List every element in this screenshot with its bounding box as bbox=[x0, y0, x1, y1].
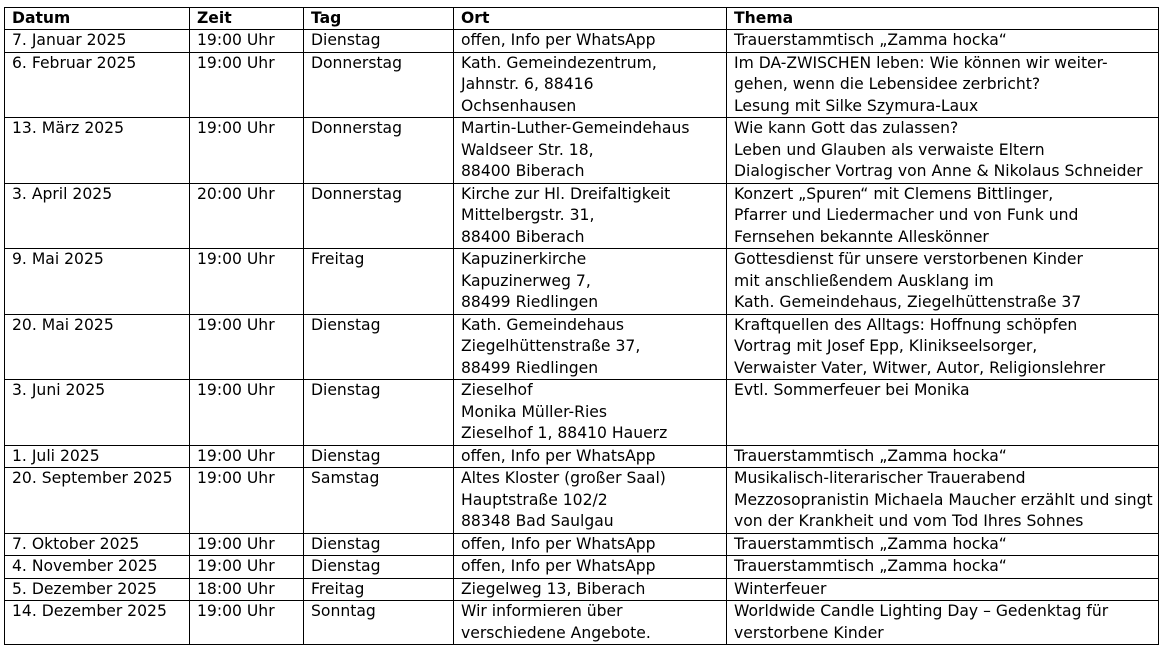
location-line: 88348 Bad Saulgau bbox=[461, 512, 614, 530]
topic-line: Im DA-ZWISCHEN leben: Wie können wir weiter- bbox=[734, 53, 1108, 72]
time-cell: 20:00 Uhr bbox=[190, 183, 304, 249]
date-cell: 4. November 2025 bbox=[5, 556, 190, 579]
location-line: Kapuzinerkirche bbox=[461, 250, 587, 268]
table-row bbox=[5, 533, 1159, 556]
weekday-cell: Donnerstag bbox=[304, 52, 454, 118]
date-cell: 14. Dezember 2025 bbox=[5, 601, 190, 645]
table-row bbox=[5, 445, 1159, 468]
location-cell bbox=[454, 52, 727, 118]
location-line: offen, Info per WhatsApp bbox=[461, 534, 656, 553]
location-line: offen, Info per WhatsApp bbox=[461, 557, 656, 575]
time-cell: 19:00 Uhr bbox=[190, 30, 304, 53]
date-cell: 6. Februar 2025 bbox=[5, 52, 190, 118]
location-line: Ziegelhüttenstraße 37, bbox=[461, 337, 641, 355]
location-line: Ochsenhausen bbox=[461, 96, 577, 115]
table-row bbox=[5, 380, 1159, 446]
topic-line: Dialogischer Vortrag von Anne & Nikolaus Schneider bbox=[734, 162, 1143, 180]
topic-cell bbox=[727, 52, 1159, 118]
topic-line: mit anschließendem Ausklang im bbox=[734, 271, 994, 290]
location-line: Monika Müller-Ries bbox=[461, 402, 608, 421]
topic-line: Vortrag mit Josef Epp, Klinikseelsorger, bbox=[734, 337, 1038, 355]
time-cell: 19:00 Uhr bbox=[190, 249, 304, 315]
topic-line: Evtl. Sommerfeuer bei Monika bbox=[734, 381, 970, 399]
table-row bbox=[5, 249, 1159, 315]
weekday-cell: Sonntag bbox=[304, 601, 454, 645]
topic-cell bbox=[727, 380, 1159, 446]
topic-line: verstorbene Kinder bbox=[734, 623, 884, 642]
location-line: Wir informieren über bbox=[461, 602, 623, 620]
time-cell: 19:00 Uhr bbox=[190, 556, 304, 579]
time-cell: 19:00 Uhr bbox=[190, 380, 304, 446]
topic-cell bbox=[727, 601, 1159, 645]
date-cell: 3. Juni 2025 bbox=[5, 380, 190, 446]
topic-cell bbox=[727, 30, 1159, 53]
table-row bbox=[5, 314, 1159, 380]
table-row bbox=[5, 183, 1159, 249]
table-header bbox=[5, 8, 1159, 30]
location-cell bbox=[454, 30, 727, 53]
topic-cell bbox=[727, 249, 1159, 315]
location-cell bbox=[454, 578, 727, 601]
location-cell bbox=[454, 314, 727, 380]
topic-line: Trauerstammtisch „Zamma hocka“ bbox=[734, 534, 1007, 553]
location-line: Jahnstr. 6, 88416 bbox=[461, 75, 594, 93]
topic-cell bbox=[727, 183, 1159, 249]
topic-line: Leben und Glauben als verwaiste Eltern bbox=[734, 140, 1045, 159]
table-row bbox=[5, 30, 1159, 53]
event-schedule-table bbox=[4, 7, 1159, 645]
date-cell: 1. Juli 2025 bbox=[5, 445, 190, 468]
date-cell: 9. Mai 2025 bbox=[5, 249, 190, 315]
weekday-cell: Dienstag bbox=[304, 30, 454, 53]
weekday-cell: Donnerstag bbox=[304, 118, 454, 184]
topic-line: von der Krankheit und vom Tod Ihres Sohnes bbox=[734, 512, 1084, 530]
header-row bbox=[5, 8, 1159, 30]
weekday-cell: Dienstag bbox=[304, 445, 454, 468]
location-line: Zieselhof 1, 88410 Hauerz bbox=[461, 424, 668, 442]
time-cell: 19:00 Uhr bbox=[190, 52, 304, 118]
location-line: Kath. Gemeindezentrum, bbox=[461, 53, 657, 72]
topic-cell bbox=[727, 445, 1159, 468]
location-cell bbox=[454, 118, 727, 184]
location-line: offen, Info per WhatsApp bbox=[461, 31, 656, 49]
topic-line: gehen, wenn die Lebensidee zerbricht? bbox=[734, 75, 1041, 93]
topic-line: Fernsehen bekannte Alleskönner bbox=[734, 227, 989, 246]
topic-cell bbox=[727, 468, 1159, 534]
location-line: 88499 Riedlingen bbox=[461, 293, 599, 311]
weekday-cell: Dienstag bbox=[304, 556, 454, 579]
location-line: 88400 Biberach bbox=[461, 162, 585, 180]
date-cell: 20. Mai 2025 bbox=[5, 314, 190, 380]
topic-cell bbox=[727, 578, 1159, 601]
location-cell bbox=[454, 601, 727, 645]
weekday-cell: Freitag bbox=[304, 249, 454, 315]
location-line: Martin-Luther-Gemeindehaus bbox=[461, 119, 690, 137]
location-cell bbox=[454, 183, 727, 249]
location-line: Kirche zur Hl. Dreifaltigkeit bbox=[461, 184, 671, 203]
topic-line: Gottesdienst für unsere verstorbenen Kinder bbox=[734, 250, 1083, 268]
topic-line: Worldwide Candle Lighting Day – Gedenktag für bbox=[734, 602, 1109, 620]
location-cell bbox=[454, 556, 727, 579]
location-line: Waldseer Str. 18, bbox=[461, 140, 594, 159]
table-body bbox=[5, 30, 1159, 645]
time-cell: 19:00 Uhr bbox=[190, 118, 304, 184]
time-cell: 19:00 Uhr bbox=[190, 468, 304, 534]
location-line: Kath. Gemeindehaus bbox=[461, 315, 625, 334]
date-cell: 7. Januar 2025 bbox=[5, 30, 190, 53]
time-cell: 19:00 Uhr bbox=[190, 533, 304, 556]
topic-line: Winterfeuer bbox=[734, 579, 827, 598]
table-row bbox=[5, 118, 1159, 184]
column-header-datum: Datum bbox=[5, 8, 190, 30]
table-row bbox=[5, 556, 1159, 579]
location-line: verschiedene Angebote. bbox=[461, 623, 651, 642]
location-cell bbox=[454, 533, 727, 556]
column-header-thema: Thema bbox=[727, 8, 1159, 30]
location-cell bbox=[454, 249, 727, 315]
date-cell: 13. März 2025 bbox=[5, 118, 190, 184]
table-row bbox=[5, 52, 1159, 118]
topic-line: Musikalisch-literarischer Trauerabend bbox=[734, 469, 1026, 487]
topic-line: Kraftquellen des Alltags: Hoffnung schöpfen bbox=[734, 315, 1078, 334]
weekday-cell: Dienstag bbox=[304, 314, 454, 380]
table-row bbox=[5, 578, 1159, 601]
topic-line: Trauerstammtisch „Zamma hocka“ bbox=[734, 31, 1007, 49]
topic-line: Kath. Gemeindehaus, Ziegelhüttenstraße 37 bbox=[734, 293, 1082, 311]
location-line: Kapuzinerweg 7, bbox=[461, 271, 591, 290]
location-line: Zieselhof bbox=[461, 381, 533, 399]
weekday-cell: Dienstag bbox=[304, 380, 454, 446]
location-line: Mittelbergstr. 31, bbox=[461, 206, 595, 224]
location-line: 88400 Biberach bbox=[461, 227, 585, 246]
topic-line: Trauerstammtisch „Zamma hocka“ bbox=[734, 446, 1007, 465]
topic-cell bbox=[727, 533, 1159, 556]
column-header-tag: Tag bbox=[304, 8, 454, 30]
topic-cell bbox=[727, 118, 1159, 184]
topic-line: Lesung mit Silke Szymura-Laux bbox=[734, 96, 979, 115]
date-cell: 3. April 2025 bbox=[5, 183, 190, 249]
time-cell: 19:00 Uhr bbox=[190, 314, 304, 380]
location-cell bbox=[454, 468, 727, 534]
column-header-zeit: Zeit bbox=[190, 8, 304, 30]
topic-line: Verwaister Vater, Witwer, Autor, Religionslehrer bbox=[734, 358, 1106, 377]
table-row bbox=[5, 468, 1159, 534]
location-cell bbox=[454, 380, 727, 446]
location-cell bbox=[454, 445, 727, 468]
weekday-cell: Freitag bbox=[304, 578, 454, 601]
topic-cell bbox=[727, 556, 1159, 579]
location-line: Hauptstraße 102/2 bbox=[461, 490, 608, 509]
location-line: Altes Kloster (großer Saal) bbox=[461, 469, 666, 487]
topic-line: Pfarrer und Liedermacher und von Funk und bbox=[734, 206, 1079, 224]
weekday-cell: Dienstag bbox=[304, 533, 454, 556]
time-cell: 18:00 Uhr bbox=[190, 578, 304, 601]
weekday-cell: Samstag bbox=[304, 468, 454, 534]
topic-line: Trauerstammtisch „Zamma hocka“ bbox=[734, 557, 1007, 575]
topic-line: Wie kann Gott das zulassen? bbox=[734, 119, 959, 137]
date-cell: 5. Dezember 2025 bbox=[5, 578, 190, 601]
topic-cell bbox=[727, 314, 1159, 380]
topic-line: Konzert „Spuren“ mit Clemens Bittlinger, bbox=[734, 184, 1054, 203]
date-cell: 20. September 2025 bbox=[5, 468, 190, 534]
table-row bbox=[5, 601, 1159, 645]
weekday-cell: Donnerstag bbox=[304, 183, 454, 249]
date-cell: 7. Oktober 2025 bbox=[5, 533, 190, 556]
column-header-ort: Ort bbox=[454, 8, 727, 30]
location-line: Ziegelweg 13, Biberach bbox=[461, 579, 646, 598]
location-line: offen, Info per WhatsApp bbox=[461, 446, 656, 465]
location-line: 88499 Riedlingen bbox=[461, 358, 599, 377]
time-cell: 19:00 Uhr bbox=[190, 445, 304, 468]
time-cell: 19:00 Uhr bbox=[190, 601, 304, 645]
topic-line: Mezzosopranistin Michaela Maucher erzählt und singt bbox=[734, 490, 1153, 509]
